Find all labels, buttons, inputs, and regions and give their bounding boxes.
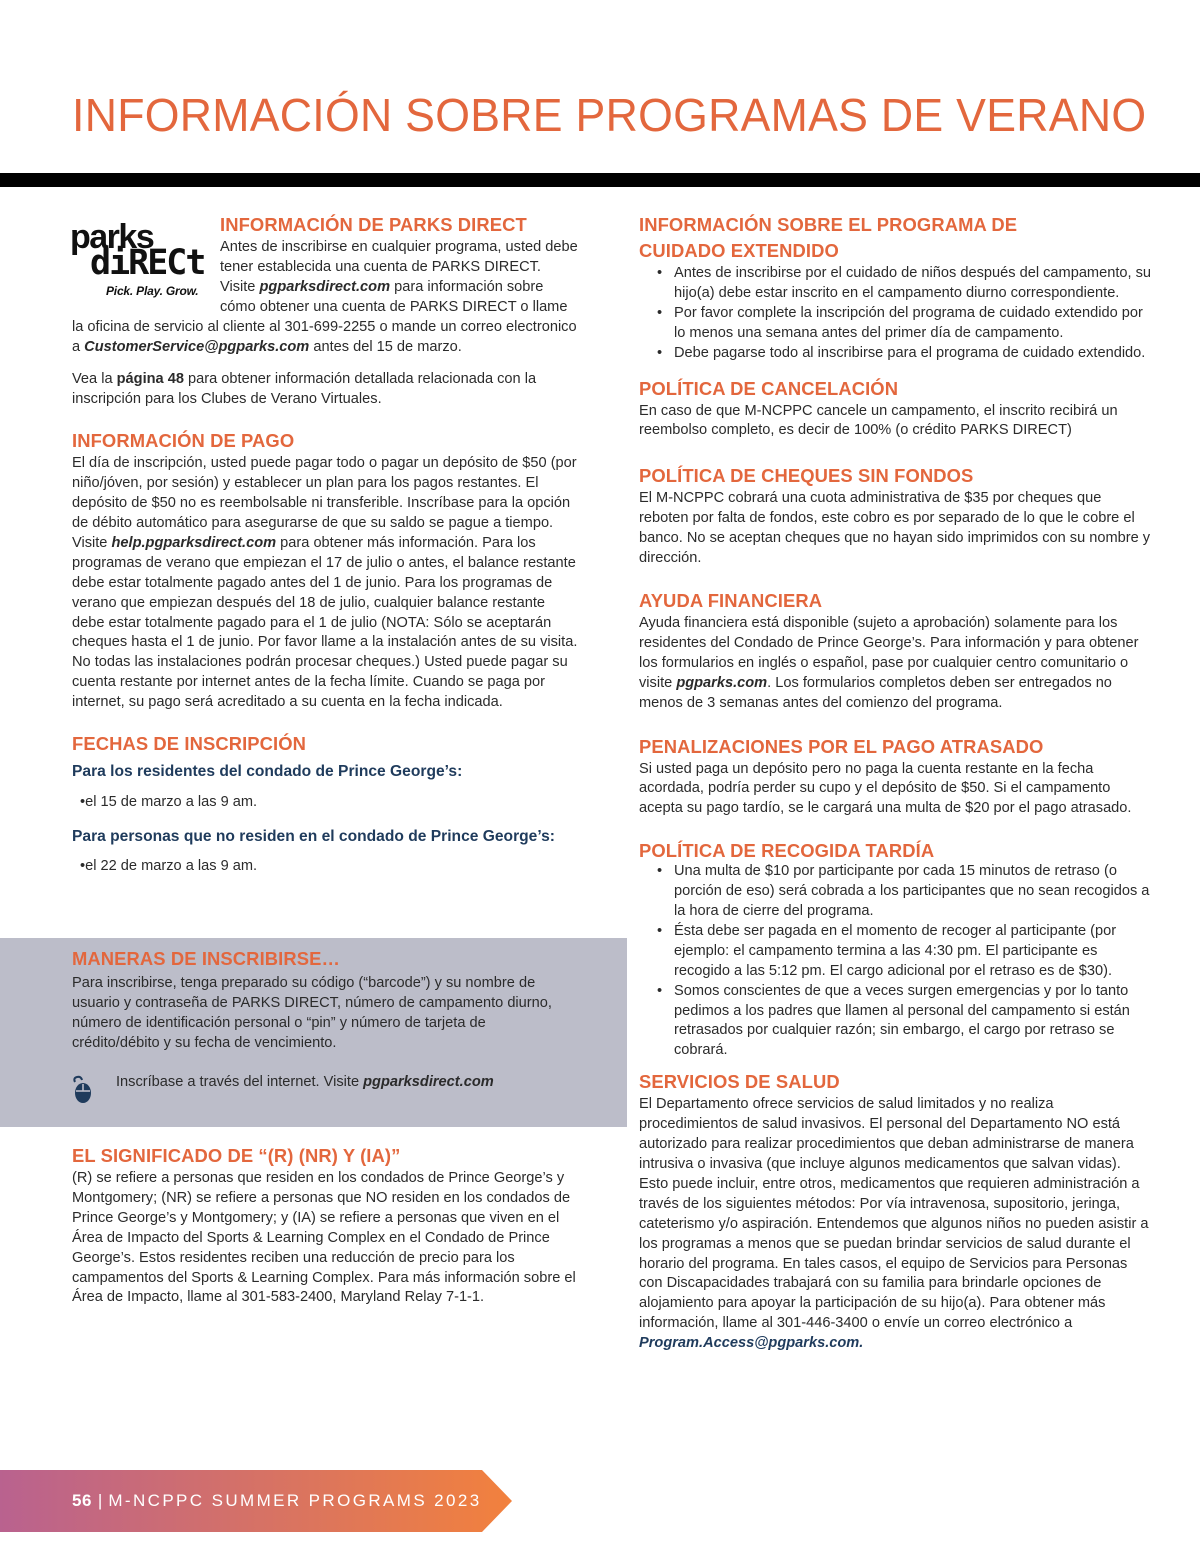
late-pickup-section: [639, 840, 1151, 1061]
residents-date: •el 15 de marzo a las 9 am.: [80, 794, 258, 811]
registration-dates-heading: FECHAS DE INSCRIPCIÓN: [72, 733, 307, 755]
page-title: INFORMACIÓN SOBRE PROGRAMAS DE VERANO: [72, 89, 1147, 141]
nonresidents-date: •el 22 de marzo a las 9 am.: [80, 858, 258, 875]
meaning-section: [72, 1143, 578, 1308]
left-column: [72, 212, 578, 876]
page-number: 56: [72, 1491, 92, 1510]
publication-name: M-NCPPC SUMMER PROGRAMS 2023: [108, 1491, 482, 1510]
extended-care-section: [639, 212, 1151, 364]
parks-direct-heading: INFORMACIÓN DE PARKS DIRECT: [220, 214, 527, 235]
financial-aid-section: [639, 588, 1151, 714]
registration-dates-section: [72, 731, 578, 876]
right-column: [639, 212, 1151, 1354]
late-payment-heading: PENALIZACIONES POR EL PAGO ATRASADO: [639, 735, 1044, 757]
financial-aid-heading: AYUDA FINANCIERA: [639, 589, 823, 611]
meaning-text: (R) se refiere a personas que residen en los condados de Prince George’s y Montgomery; (NR) se refiere a personas que NO residen en los condados de Prince George’s y Montgomery; y (IA) se refiere a personas que viven en el Área de Impacto del Sports & Learning Complex en el Condado de Prince George’s. Estos residentes reciben una reducción de precio para los campamentos del Sports & Learning Complex. Para más información sobre el Área de Impacto, llame al 301-583-2400, Maryland Relay 7-1-1.: [72, 1170, 576, 1306]
meaning-heading: EL SIGNIFICADO DE “(R) (NR) Y (IA)”: [72, 1145, 401, 1166]
extended-care-heading: INFORMACIÓN SOBRE EL PROGRAMA DE CUIDADO EXTENDIDO: [639, 214, 1018, 261]
ways-to-register-heading: MANERAS DE INSCRIBIRSE…: [72, 948, 340, 969]
cancellation-heading: POLÍTICA DE CANCELACIÓN: [639, 377, 899, 399]
footer-separator: |: [97, 1491, 103, 1510]
list-item: • Debe pagarse todo al inscribirse para el programa de cuidado extendido.: [674, 344, 1151, 364]
parks-direct-section: [72, 212, 578, 410]
list-item: • Por favor complete la inscripción del programa de cuidado extendido por lo menos una semana antes del primer día de campamento.: [674, 304, 1151, 344]
late-payment-section: [639, 734, 1151, 820]
payment-heading: INFORMACIÓN DE PAGO: [72, 430, 295, 452]
late-payment-text: Si usted paga un depósito pero no paga la cuenta restante en la fecha acordada, podría perder su cupo y el depósito de $50. Si el campamento acepta su pago tardío, se le cargará una multa de $20 por el pago atrasado.: [639, 760, 1132, 817]
page-reference: página 48: [116, 371, 184, 388]
list-item: • Somos conscientes de que a veces surgen emergencias y por lo tanto pedimos a los padres que llamen al personal del campamento si están retrasados por cualquier razón; sin embargo, el cargo por retraso se cobrará.: [674, 982, 1151, 1062]
register-online-row: Inscríbase a través del internet. Visite pgparksdirect.com: [72, 1072, 572, 1092]
extended-care-list: [639, 264, 1151, 364]
customer-service-email-link[interactable]: CustomerService@pgparks.com: [84, 338, 310, 355]
payment-text: El día de inscripción, usted puede pagar todo o pagar un depósito de $50 (por niño/jóven, por sesión) y establecer un plan para los pagos restantes. El depósito de $50 no es reembolsable ni transferible. Inscríbase para la opción de débito automático para asegurarse de que su saldo se pague a tiempo. Visite help.pgparksdirect.com para obtener más información. Para los programas de verano que empiezan el 17 de julio o antes, el balance restante debe estar totalmente pagado antes del 1 de junio. Para los programas de verano que empiezan después del 18 de julio, cualquier balance restante debe estar totalmente pagado para el 1 de julio (NOTA: Sólo se aceptarán cheques hasta el 1 de junio. Por favor llame a la instalación antes de su visita. No todas las instalaciones podrán procesar cheques.) Usted puede pagar su cuenta restante por internet antes de la fecha límite. Cuando se paga por internet, su pago será acreditado a su cuenta en la fecha indicada.: [72, 455, 578, 711]
ways-to-register-text: Para inscribirse, tenga preparado su código (“barcode”) y su nombre de usuario y contraseña de PARKS DIRECT, número de campamento diurno, número de identificación personal o “pin” y número de tarjeta de crédito/débito y su fecha de vencimiento.: [72, 975, 552, 1051]
footer-text: [72, 1491, 482, 1511]
health-services-heading: SERVICIOS DE SALUD: [639, 1071, 840, 1093]
late-pickup-heading: POLÍTICA DE RECOGIDA TARDÍA: [639, 840, 935, 862]
health-services-text: El Departamento ofrece servicios de salud limitados y no realiza procedimientos de salud invasivos. El personal del Departamento NO está autorizado para realizar procedimientos que deban administrarse de manera intrusiva o invasiva (que incluye algunos medicamentos que salvan vidas). Esto puede incluir, entre otros, medicamentos que requieren administración a través de los siguientes métodos: Por vía intravenosa, supositorio, jeringa, cateterismo y/o aspiración. Entendemos que algunos niños no pueden asistir a los programas a menos que se puedan brindar servicios de salud durante el horario del programa. En tales casos, el equipo de Servicios para Personas con Discapacidades trabajará con su familia para brindarle opciones de alojamiento para apoyar la participación de su hijo(a). Para obtener más información, llame al 301-446-3400 o envíe un correo electrónico a Program.Access@pgparks.com.: [639, 1096, 1149, 1352]
title-divider: [0, 173, 1200, 187]
help-pgparksdirect-link[interactable]: help.pgparksdirect.com: [111, 534, 277, 551]
logo-tagline: Pick. Play. Grow.: [106, 284, 199, 298]
list-item: • Antes de inscribirse por el cuidado de niños después del campamento, su hijo(a) debe estar inscrito en el campamento diurno correspondiente.: [674, 264, 1151, 304]
pgparks-link[interactable]: pgparks.com: [676, 674, 768, 691]
financial-aid-text: Ayuda financiera está disponible (sujeto a aprobación) solamente para los residentes del Condado de Prince George’s. Para información y para obtener los formularios en inglés o español, pase por cualquier centro comunitario o visite pgparks.com. Los formularios completos deben ser entregados no menos de 3 semanas antes del comienzo del programa.: [639, 614, 1139, 711]
program-access-email-link[interactable]: Program.Access@pgparks.com.: [639, 1335, 864, 1352]
parks-direct-logo: [70, 220, 212, 302]
health-services-section: [639, 1069, 1151, 1354]
pgparksdirect-link[interactable]: pgparksdirect.com: [259, 278, 391, 295]
cancellation-text: En caso de que M-NCPPC cancele un campamento, el inscrito recibirá un reembolso completo, es decir de 100% (o crédito PARKS DIRECT): [639, 402, 1118, 439]
parks-direct-text: Antes de inscribirse en cualquier programa, usted debe tener establecida una cuenta de PARKS DIRECT. Visite pgparksdirect.com para información sobre cómo obtener una cuenta de PARKS DIRECT o llame la oficina de servicio al cliente al 301-699-2255 o mande un correo electronico a CustomerService@pgparks.com antes del 15 de marzo.: [72, 239, 578, 355]
payment-section: [72, 428, 578, 713]
logo-word-parks: parks: [70, 218, 154, 256]
logo-word-direct: diRECt: [90, 243, 205, 283]
bounced-checks-text: El M-NCPPC cobrará una cuota administrativa de $35 por cheques que reboten por falta de fondos, este cobro es por separado de lo que le cobre el banco. No se aceptan cheques que no hayan sido imprimidos con su nombre y dirección.: [639, 490, 1151, 567]
bounced-checks-section: [639, 463, 1151, 569]
residents-label: Para los residentes del condado de Prince George’s:: [72, 763, 463, 781]
list-item: • Ésta debe ser pagada en el momento de recoger al participante (por ejemplo: el campamento termina a las 4:30 pm. El participante es recogido a las 5:12 pm. El cargo adicional por el retraso es de $30).: [674, 922, 1151, 982]
virtual-clubs-note: Vea la página 48 para obtener información detallada relacionada con la inscripción para los Clubes de Verano Virtuales.: [72, 371, 537, 408]
register-online-link[interactable]: pgparksdirect.com: [363, 1073, 494, 1090]
ways-to-register-box: [0, 938, 627, 1127]
bounced-checks-heading: POLÍTICA DE CHEQUES SIN FONDOS: [639, 465, 974, 487]
late-pickup-list: [639, 862, 1151, 1061]
list-item: • Una multa de $10 por participante por cada 15 minutos de retraso (o porción de eso) será cobrada a los participantes que no sean recogidos a la hora de cierre del programa.: [674, 862, 1151, 922]
cancellation-section: [639, 376, 1151, 442]
nonresidents-label: Para personas que no residen en el condado de Prince George’s:: [72, 828, 555, 846]
mouse-icon: [72, 1074, 96, 1104]
